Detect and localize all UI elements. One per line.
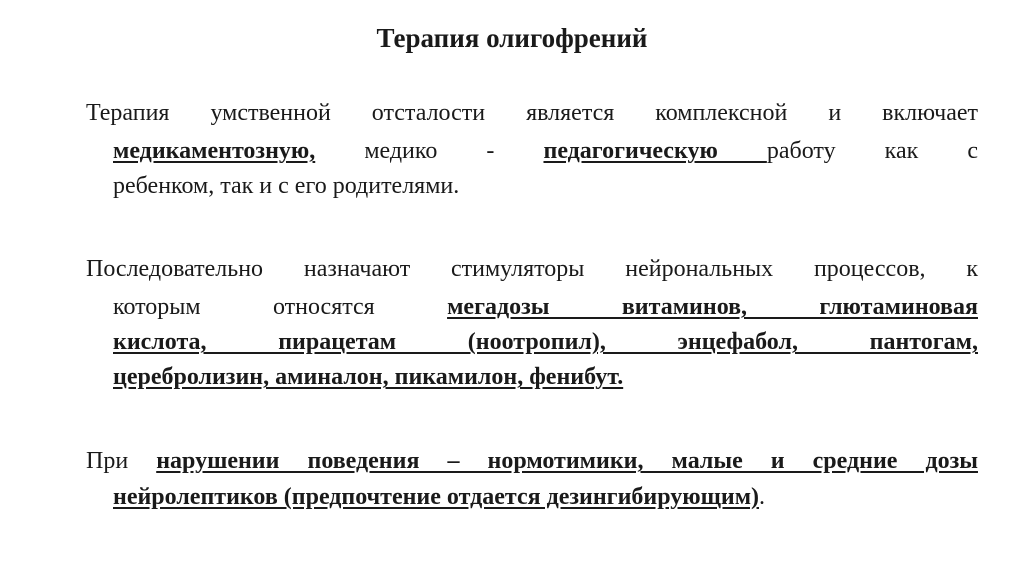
term-behavior-disorders: нарушении поведения – нормотимики, малые и средние дозы [156, 448, 978, 474]
p1-line-2-text-b: работу как с [766, 138, 978, 164]
p2-line-1: Последовательно назначают стимуляторы нейрональных процессов, к [86, 256, 978, 282]
p3-line-1 [86, 444, 978, 478]
p1-line-2 [113, 134, 978, 168]
p1-line-1: Терапия умственной отсталости является комплексной и включает [86, 100, 978, 126]
term-megadoses: мегадозы витаминов, глютаминовая [447, 294, 978, 320]
p2-line-2 [113, 290, 978, 324]
term-medication: медикаментозную, [113, 138, 316, 164]
p2-line-4: церебролизин, аминалон, пикамилон, фенибут. [113, 364, 624, 390]
p1-line-2-text-a: медико - [315, 138, 544, 164]
slide-title: Терапия олигофрений [376, 23, 648, 53]
p3-line-2 [113, 480, 978, 514]
p3-line-1-text: При [86, 448, 157, 474]
p2-line-2-text: которым относятся [113, 294, 448, 320]
p2-line-3: кислота, пирацетам (ноотропил), энцефабол, пантогам, [113, 329, 978, 355]
term-neuroleptics: нейролептиков (предпочтение отдается дезингибирующим) [113, 484, 760, 510]
p1-line-3: ребенком, так и с его родителями. [113, 173, 460, 199]
term-pedagogical: педагогическую [543, 138, 767, 164]
p3-line-2-text: . [759, 484, 766, 510]
